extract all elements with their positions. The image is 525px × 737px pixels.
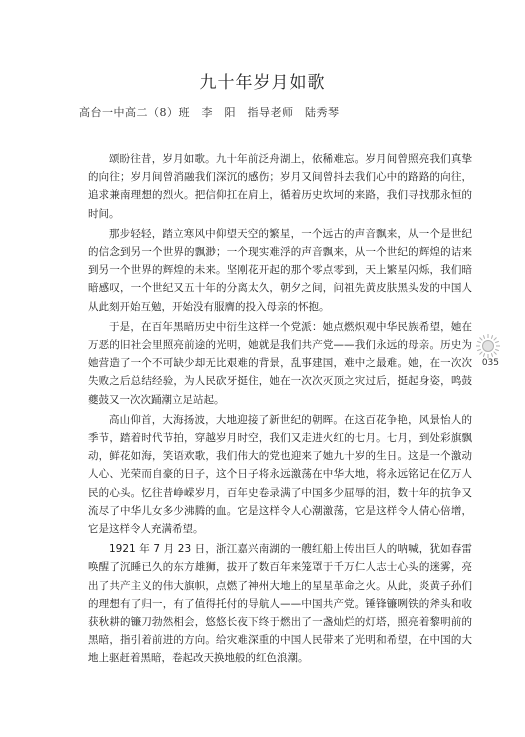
paragraph: 高山仰首，大海扬波，大地迎接了新世纪的朝晖。在这百花争艳，风景怡人的季节，踏着时代节拍，穿越岁月时空，我们又走进火红的七月。七月，到处彩旗飘动，鲜花如海，笑语欢歌，我们伟大的党也迎来了她九十岁的生日。这是一个激动人心、光荣而自豪的日子，这个日子将永远激荡在中华大地，将永远铭记在亿万人民的心头。忆往昔峥嵘岁月，百年史卷录满了中国多少屈辱的泪，数十年的抗争又流尽了中华儿女多少沸腾的血。它是这样令人心潮激荡，它是这样令人倩心倍增，它是这样令人充满希望。 [88, 413, 472, 536]
paragraph: 颂盼往昔，岁月如歌。九十年前泛舟湖上，依稀难忘。岁月间曾照亮我们真挚的向往；岁月间曾消融我们深沉的感伤；岁月又间曾抖去我们心中的路路的向往，追求兼南理想的烈火。把信仰扛在肩上，循着历史坎坷的来路，我们寻找那永恒的时间。 [88, 153, 472, 220]
author-byline: 高台一中高二（8）班 李 阳 指导老师 陆秀琴 [79, 106, 340, 119]
sun-emblem-icon [475, 333, 501, 359]
paragraph: 那步轻轻，踏立寒风中仰望天空的繁星，一个远古的声音飘来，从一个是世纪的信念到另一个世界的飘渺；一个现实难浮的声音飘来，从一个世纪的辉煌的诘来到另一个世界的辉煌的未来。坚刚花开起的那个零点零到，天上繁星闪烁，我们暗暗感叹，一个世纪又五十年的分离太久，朝夕之间，问祖先黄皮肤黑头发的中国人从此刻开始互勉，开始没有服膺的投入母亲的怀抱。 [88, 227, 472, 313]
paragraph: 于是，在百年黑暗历史中衍生这样一个党派：她点燃炽观中华民族希望，她在万恶的旧社会里照亮前途的光明，她就是我们共产党——我们永远的母亲。历史为她营造了一个不可缺少却无比艰难的背景，乱事建国，难中之最难。她，在一次次失败之后总结经验，为人民砍牙挺住，她在一次次灭顶之灾过后，挺起身姿，鸣鼓夔鼓又一次次踊潮立足站起。 [88, 320, 472, 406]
paragraph: 1921 年 7 月 23 日，浙江嘉兴南湖的一艘红船上传出巨人的呐喊，犹如春雷唤醒了沉睡已久的东方雄狮，拔开了数百年来笼罩于千万仁人志士心头的迷雾，亮出了共产主义的伟大旗帜，点燃了神州大地上的星星革命之火。从此，炎黄子孙们的理想有了归一，有了值得托付的导航人——中国共产党。锤锋镰咧铁的斧头和收获秋耕的镰刀勃然相会，悠悠长夜下终于燃出了一盏灿烂的灯塔，照亮着黎明前的黑暗，指引着前进的方向。给灾难深重的中国人民带来了光明和希望，在中国的大地上驱赶着黑暗，卷起改天换地般的红色浪潮。 [88, 543, 472, 665]
article-body [88, 150, 472, 670]
page-number: 035 [481, 358, 499, 368]
page-title: 九十年岁月如歌 [199, 73, 326, 93]
